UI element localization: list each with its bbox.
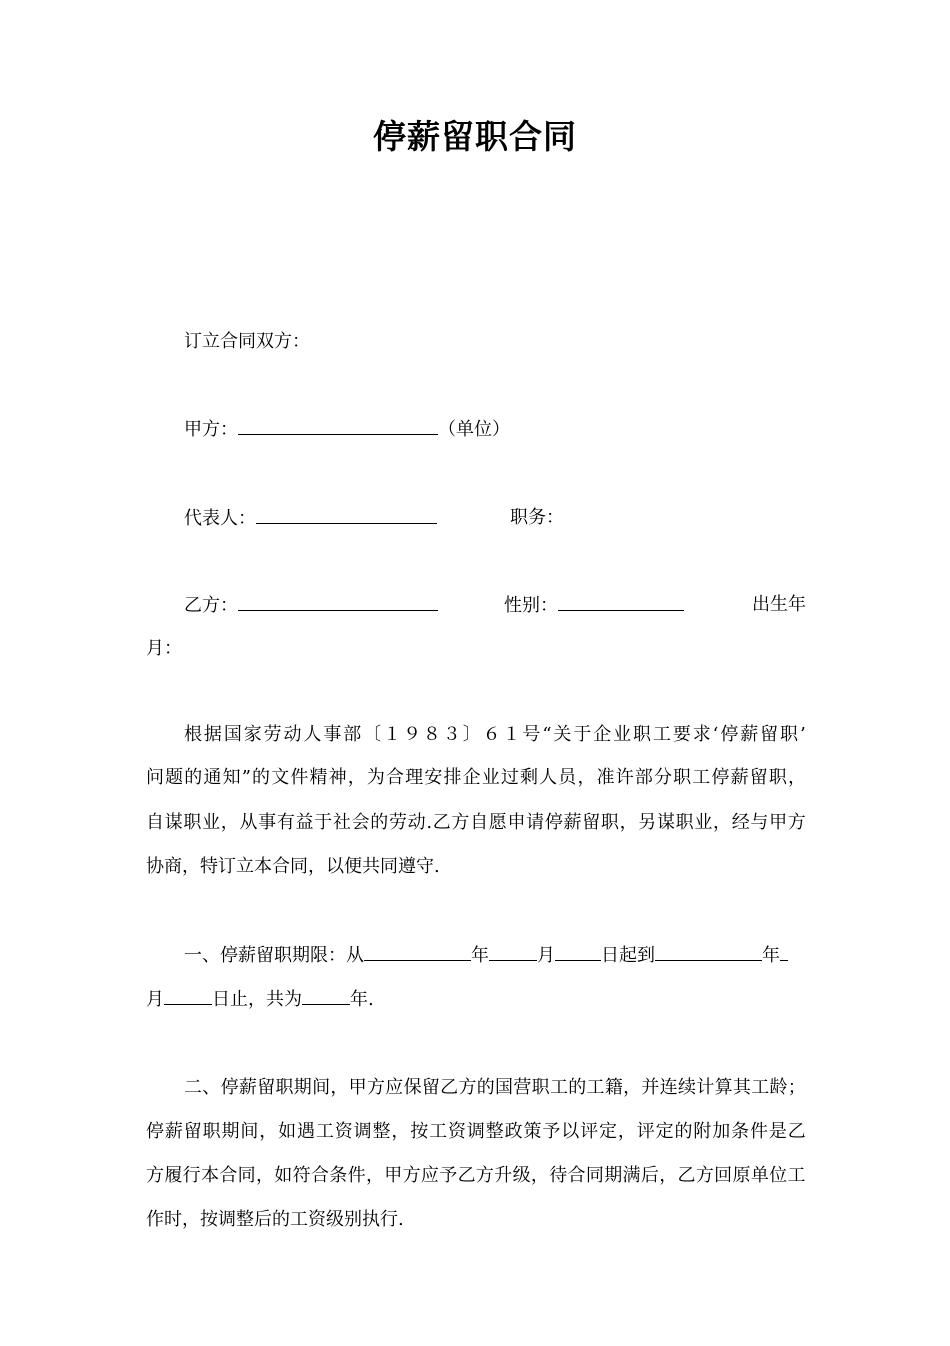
party-b-blank[interactable] bbox=[238, 592, 438, 611]
parties-intro: 订立合同双方： bbox=[184, 331, 310, 352]
clause-1-text-g: 日止，共为 bbox=[212, 989, 302, 1010]
gender-entry bbox=[504, 592, 684, 619]
start-month-blank[interactable] bbox=[489, 942, 537, 961]
start-year-blank[interactable] bbox=[364, 942, 471, 961]
party-a-line bbox=[146, 416, 844, 443]
clause-1-text-c: 月 bbox=[537, 945, 555, 966]
document-title: 停薪留职合同 bbox=[373, 117, 577, 156]
clause-1-line-1 bbox=[146, 942, 844, 969]
position-label: 职务： bbox=[510, 507, 564, 528]
clause-2-line-2: 停 薪 留 职 期 间 ， 如 遇 工 资 调 整 ， 按 工 资 调 整 政 策 予 以 评 定 ， 评 定 的 附 加 条 件 是 乙 bbox=[146, 1121, 806, 1142]
gender-blank[interactable] bbox=[558, 592, 684, 611]
birth-label: 出生年 bbox=[752, 594, 806, 615]
clause-1-text-f: 月 bbox=[146, 989, 164, 1010]
start-day-blank[interactable] bbox=[555, 942, 601, 961]
representative-line bbox=[146, 505, 806, 531]
clause-1-text-h: 年. bbox=[350, 989, 374, 1010]
party-a-suffix: （单位） bbox=[438, 419, 510, 440]
party-a-label: 甲方： bbox=[184, 419, 238, 440]
gender-label: 性别： bbox=[504, 595, 558, 616]
preamble-line-4: 协商，特订立本合同，以便共同遵守. bbox=[146, 856, 440, 877]
clause-1-text-e: 年 bbox=[762, 945, 780, 966]
end-month-blank[interactable] bbox=[780, 942, 788, 961]
clause-2-line-4: 作时，按调整后的工资级别执行. bbox=[146, 1209, 404, 1230]
representative-blank[interactable] bbox=[256, 505, 437, 524]
party-a-blank[interactable] bbox=[238, 416, 438, 435]
end-year-blank[interactable] bbox=[655, 942, 762, 961]
representative-entry bbox=[184, 505, 437, 532]
preamble-line-3: 自 谋 职 业 ， 从 事 有 益 于 社 会 的 劳 动 . 乙 方 自 愿 申 请 停 薪 留 职 ， 另 谋 职 业 ， 经 与 甲 方 bbox=[146, 812, 806, 833]
end-day-blank[interactable] bbox=[164, 986, 212, 1005]
representative-label: 代表人： bbox=[184, 508, 256, 529]
preamble-line-2: 问 题 的 通 知 ” 的 文 件 精 神 ， 为 合 理 安 排 企 业 过 剩 人 员 ， 准 许 部 分 职 工 停 薪 留 职 ， bbox=[146, 767, 806, 788]
party-b-label: 乙方： bbox=[184, 595, 238, 616]
clause-1-text-b: 年 bbox=[471, 945, 489, 966]
total-years-blank[interactable] bbox=[302, 986, 350, 1005]
clause-1-text-a: 一、停薪留职期限：从 bbox=[184, 945, 364, 966]
clause-1-line-2 bbox=[146, 986, 806, 1013]
party-b-line bbox=[146, 592, 806, 618]
party-b-entry bbox=[184, 592, 438, 619]
clause-1-text-d: 日起到 bbox=[601, 945, 655, 966]
clause-2-line-3: 方 履 行 本 合 同 ， 如 符 合 条 件 ， 甲 方 应 予 乙 方 升 级 ， 待 合 同 期 满 后 ， 乙 方 回 原 单 位 工 bbox=[146, 1165, 806, 1186]
preamble-line-1: 根 据 国 家 劳 动 人 事 部 〔 １ ９ ８ ３ 〕 ６ １ 号 “ 关 于 企 业 职 工 要 求 ‘ 停 薪 留 职 ’ bbox=[184, 724, 806, 745]
clause-2-line-1: 二 、 停 薪 留 职 期 间 ， 甲 方 应 保 留 乙 方 的 国 营 职 工 的 工 籍 ， 并 连 续 计 算 其 工 龄 ； bbox=[184, 1077, 806, 1098]
birth-label-continued: 月： bbox=[146, 638, 182, 659]
